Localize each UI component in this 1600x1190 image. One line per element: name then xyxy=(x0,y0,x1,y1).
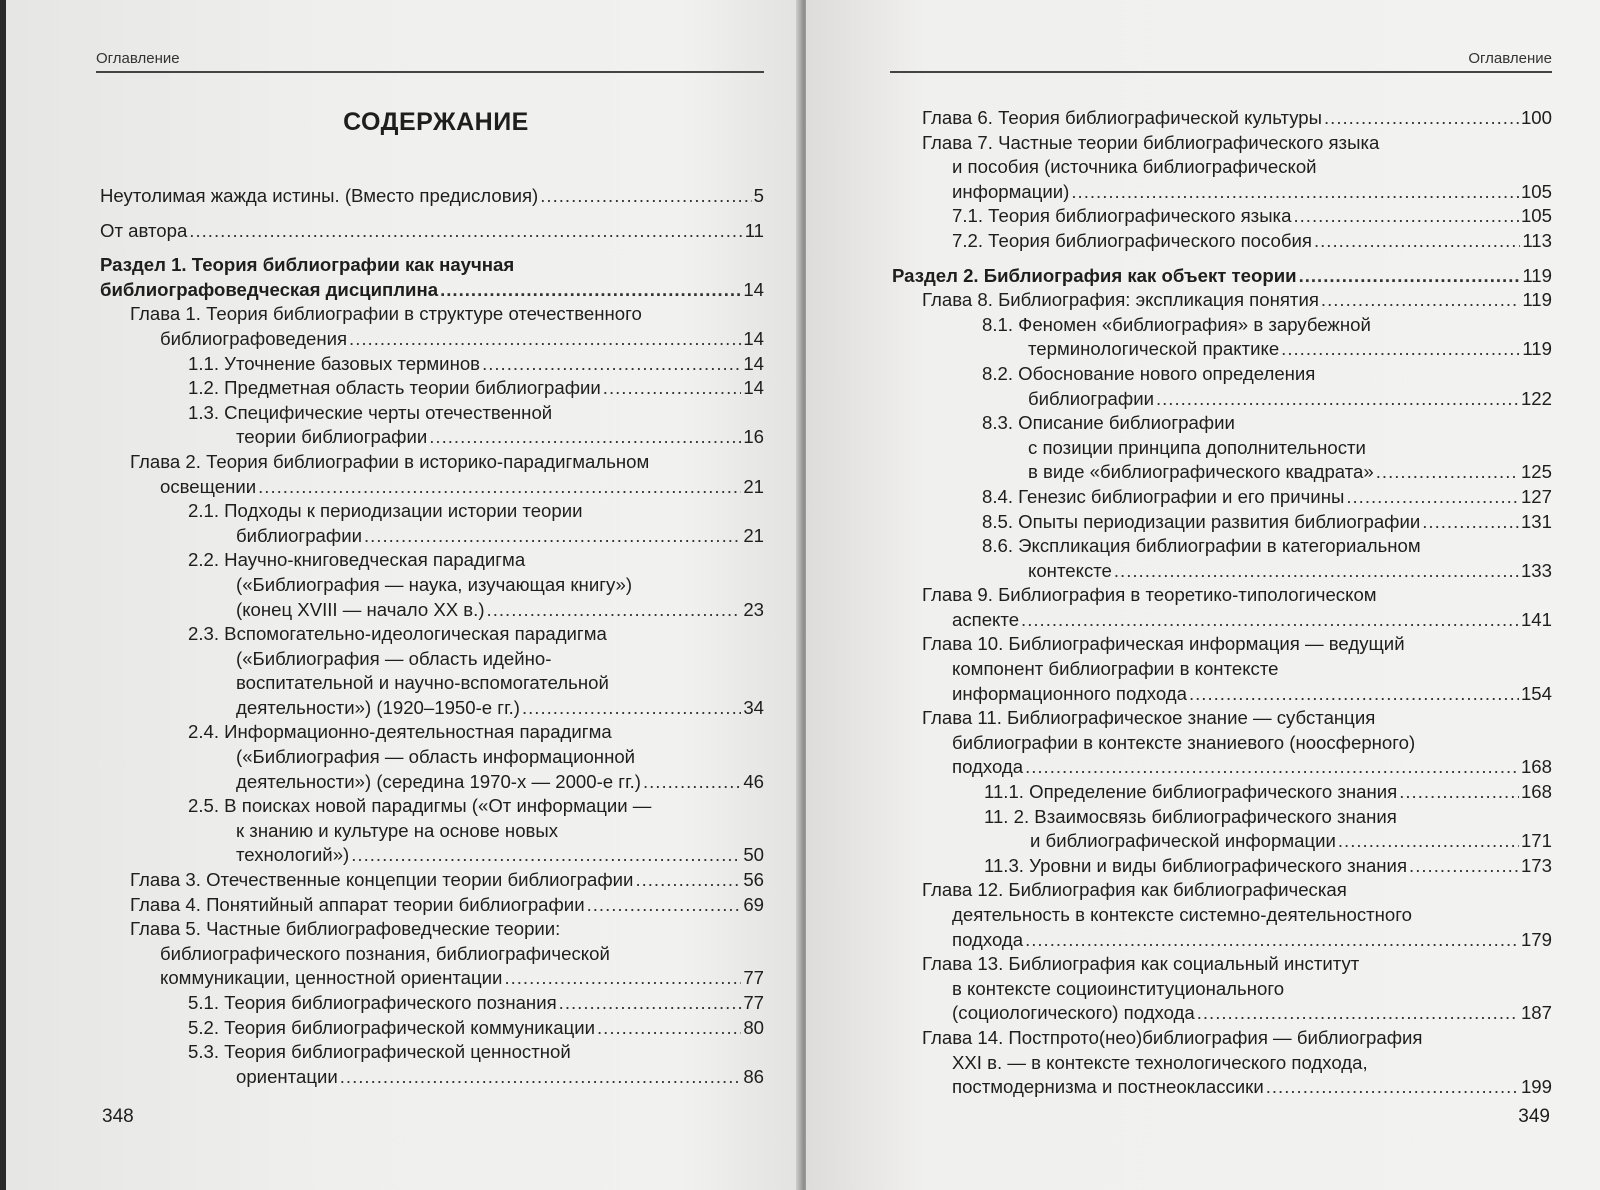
toc-entry-line: 8.6. Экспликация библиографии в категориальном xyxy=(982,535,1421,557)
toc-entry-line: с позиции принципа дополнительности xyxy=(1028,436,1366,458)
toc-entry xyxy=(892,510,1552,535)
toc-entry-line: 2.1. Подходы к периодизации истории теории xyxy=(188,500,583,522)
dot-leader xyxy=(635,868,741,893)
dot-leader xyxy=(487,598,742,623)
left-page xyxy=(6,0,802,1190)
table-of-contents xyxy=(892,106,1552,1100)
toc-page-number: 34 xyxy=(743,696,764,718)
toc-entry xyxy=(892,411,1552,485)
toc-page-number: 168 xyxy=(1520,756,1552,778)
toc-entry-title: 1.2. Предметная область теории библиографии xyxy=(188,377,601,399)
toc-entry xyxy=(100,622,764,720)
toc-page-number: 23 xyxy=(743,598,764,620)
toc-entry-title: 8.5. Опыты периодизации развития библиографии xyxy=(982,510,1421,532)
toc-entry-last-line xyxy=(952,229,1552,254)
toc-entry-line: к знанию и культуре на основе новых xyxy=(236,819,559,841)
toc-page-number: 141 xyxy=(1520,608,1552,630)
toc-entry-last-line xyxy=(952,204,1552,229)
toc-entry-line: («Библиография — область идейно- xyxy=(236,647,552,669)
dot-leader xyxy=(1409,854,1519,879)
toc-entry-last-line xyxy=(982,337,1552,362)
toc-entry-line: Глава 9. Библиография в теоретико-типологическом xyxy=(922,584,1377,606)
toc-page-number: 179 xyxy=(1520,928,1552,950)
toc-entry-line: деятельность в контексте системно-деятельностного xyxy=(952,904,1412,925)
toc-entry xyxy=(892,854,1552,879)
toc-entry xyxy=(100,868,764,893)
toc-entry-line: Глава 10. Библиографическая информация — ведущий xyxy=(922,633,1405,655)
dot-leader xyxy=(351,843,741,868)
toc-entry-line: Глава 11. Библиографическое знание — субстанция xyxy=(922,707,1376,729)
toc-entry xyxy=(100,302,764,351)
toc-entry-title: ориентации xyxy=(236,1065,338,1087)
dot-leader xyxy=(189,219,742,244)
toc-entry-line: Глава 12. Библиография как библиографическая xyxy=(922,879,1347,901)
running-header: Оглавление xyxy=(890,50,1552,73)
dot-leader xyxy=(1266,1075,1519,1100)
toc-entry-last-line xyxy=(130,327,764,352)
dot-leader xyxy=(1324,106,1519,131)
toc-entry-line: воспитательной и научно-вспомогательной xyxy=(236,672,609,694)
toc-entry-last-line xyxy=(188,524,764,549)
toc-entry-line: 2.5. В поисках новой парадигмы («От информации — xyxy=(188,795,652,817)
page-number: 348 xyxy=(102,1106,134,1127)
toc-entry-last-line xyxy=(922,928,1552,953)
toc-entry-line: («Библиография — наука, изучающая книгу») xyxy=(236,573,633,595)
toc-entry-title: в виде «библиографического квадрата» xyxy=(1028,461,1374,483)
toc-entry-last-line xyxy=(922,180,1552,205)
toc-page-number: 14 xyxy=(743,377,764,399)
toc-entry xyxy=(100,253,764,302)
toc-entry xyxy=(892,583,1552,632)
toc-entry-title: Глава 8. Библиография: экспликация понятия xyxy=(922,289,1319,311)
dot-leader xyxy=(1314,229,1520,254)
toc-entry-line: 8.2. Обоснование нового определения xyxy=(982,362,1316,384)
dot-leader xyxy=(340,1065,742,1090)
toc-entry-last-line xyxy=(130,868,764,893)
dot-leader xyxy=(1071,180,1519,205)
toc-entry xyxy=(100,794,764,868)
toc-page-number: 125 xyxy=(1520,461,1552,483)
toc-entry xyxy=(100,401,764,450)
toc-entry-line: Глава 13. Библиография как социальный институт xyxy=(922,953,1360,975)
toc-entry-title: 7.2. Теория библиографического пособия xyxy=(952,229,1312,251)
toc-entry-line: XXI в. — в контексте технологического подхода, xyxy=(952,1051,1368,1073)
toc-page-number: 187 xyxy=(1520,1002,1552,1024)
toc-entry xyxy=(892,878,1552,952)
dot-leader xyxy=(1281,337,1520,362)
toc-entry-last-line xyxy=(922,1075,1552,1100)
toc-page-number: 127 xyxy=(1520,485,1552,507)
toc-page-number: 14 xyxy=(743,327,764,349)
toc-entry-line: библиографического познания, библиографической xyxy=(160,942,610,964)
toc-entry xyxy=(892,706,1552,780)
toc-page-number: 77 xyxy=(743,967,764,989)
toc-entry-line: и пособия (источника библиографической xyxy=(952,156,1317,178)
toc-entry xyxy=(892,1026,1552,1100)
toc-entry xyxy=(892,288,1552,313)
toc-entry-last-line xyxy=(922,682,1552,707)
toc-entry-title: библиографоведческая дисциплина xyxy=(100,278,439,300)
toc-entry-title: 8.4. Генезис библиографии и его причины xyxy=(982,485,1345,507)
toc-entry-title: 1.1. Уточнение базовых терминов xyxy=(188,352,481,374)
toc-entry-last-line xyxy=(922,1001,1552,1026)
toc-entry-line: («Библиография — область информационной xyxy=(236,746,636,768)
running-header: Оглавление xyxy=(96,50,764,73)
toc-entry-title: 5.2. Теория библиографической коммуникации xyxy=(188,1016,595,1038)
toc-entry-title: (конец XVIII — начало XX в.) xyxy=(236,598,485,620)
toc-entry-title: 11.1. Определение библиографического знания xyxy=(984,781,1398,803)
toc-entry xyxy=(100,184,764,209)
toc-entry-last-line xyxy=(922,755,1552,780)
toc-entry xyxy=(100,917,764,991)
toc-entry-line: 1.3. Специфические черты отечественной xyxy=(188,401,553,423)
toc-page-number: 80 xyxy=(743,1016,764,1038)
toc-page-number: 122 xyxy=(1520,387,1552,409)
toc-entry-line: Глава 5. Частные библиографоведческие теории: xyxy=(130,918,561,940)
toc-entry-last-line xyxy=(922,106,1552,131)
table-of-contents xyxy=(100,184,764,1089)
toc-page-number: 105 xyxy=(1520,180,1552,202)
toc-entry-last-line xyxy=(100,184,764,209)
toc-entry-title: аспекте xyxy=(952,608,1020,630)
toc-entry xyxy=(892,632,1552,706)
toc-entry xyxy=(100,376,764,401)
toc-entry-title: Раздел 2. Библиография как объект теории xyxy=(892,264,1297,286)
toc-entry xyxy=(892,313,1552,362)
toc-entry-title: информации) xyxy=(952,180,1070,202)
toc-entry xyxy=(892,204,1552,229)
toc-entry-title: информационного подхода xyxy=(952,682,1187,704)
toc-entry xyxy=(892,106,1552,131)
toc-page-number: 168 xyxy=(1520,781,1552,803)
toc-entry-title: постмодернизма и постнеоклассики xyxy=(952,1076,1264,1098)
toc-entry-title: Неутолимая жажда истины. (Вместо предисловия) xyxy=(100,185,539,206)
toc-entry-title: контексте xyxy=(1028,559,1112,581)
dot-leader xyxy=(1399,780,1519,805)
toc-page-number: 119 xyxy=(1522,264,1552,286)
dot-leader xyxy=(522,696,741,721)
dot-leader xyxy=(643,770,741,795)
toc-entry-title: Глава 4. Понятийный аппарат теории библиографии xyxy=(130,893,585,915)
toc-entry xyxy=(100,499,764,548)
dot-leader xyxy=(1299,264,1521,289)
toc-entry-line: компонент библиографии в контексте xyxy=(952,658,1279,680)
toc-entry-last-line xyxy=(922,608,1552,633)
toc-entry-line: в контексте социоинституционального xyxy=(952,977,1285,999)
toc-page-number: 105 xyxy=(1520,205,1552,227)
toc-entry-last-line xyxy=(188,425,764,450)
toc-entry-line: 11. 2. Взаимосвязь библиографического знания xyxy=(984,805,1397,827)
toc-entry-title: 7.1. Теория библиографического языка xyxy=(952,205,1292,227)
toc-entry-last-line xyxy=(188,843,764,868)
dot-leader xyxy=(429,425,741,450)
toc-entry-last-line xyxy=(130,966,764,991)
right-page xyxy=(806,0,1600,1190)
dot-leader xyxy=(540,184,751,209)
toc-page-number: 5 xyxy=(753,185,764,206)
toc-entry-line: библиографии в контексте знаниевого (ноосферного) xyxy=(952,731,1416,753)
toc-entry xyxy=(892,952,1552,1026)
dot-leader xyxy=(1321,288,1520,313)
dot-leader xyxy=(1293,204,1519,229)
toc-entry-title: терминологической практике xyxy=(1028,338,1280,360)
toc-entry-title: (социологического) подхода xyxy=(952,1002,1195,1024)
toc-entry xyxy=(892,362,1552,411)
dot-leader xyxy=(364,524,741,549)
dot-leader xyxy=(1025,928,1519,953)
toc-entry-title: библиографии xyxy=(1028,387,1154,409)
toc-entry-line: 2.2. Научно-книговедческая парадигма xyxy=(188,549,526,571)
toc-entry-title: От автора xyxy=(100,219,188,241)
toc-entry xyxy=(100,991,764,1016)
toc-entry-last-line xyxy=(100,219,764,244)
dot-leader xyxy=(1346,485,1519,510)
toc-entry-last-line xyxy=(188,1016,764,1041)
dot-leader xyxy=(1197,1001,1519,1026)
toc-entry-line: Глава 2. Теория библиографии в историко-парадигмальном xyxy=(130,450,650,472)
toc-page-number: 171 xyxy=(1520,830,1552,852)
toc-entry-last-line xyxy=(130,893,764,918)
toc-entry-last-line xyxy=(982,559,1552,584)
toc-entry-last-line xyxy=(984,854,1552,879)
toc-entry xyxy=(100,720,764,794)
toc-entry xyxy=(892,485,1552,510)
toc-entry-line: Глава 7. Частные теории библиографического языка xyxy=(922,131,1380,153)
toc-entry-title: 11.3. Уровни и виды библиографического знания xyxy=(984,854,1408,876)
toc-entry-last-line xyxy=(982,510,1552,535)
toc-entry-last-line xyxy=(188,1065,764,1090)
toc-entry-line: Глава 14. Постпрото(нео)библиография — библиография xyxy=(922,1026,1423,1048)
toc-entry-title: деятельности») (середина 1970-х — 2000-е гг.) xyxy=(236,770,641,792)
toc-entry-last-line xyxy=(130,475,764,500)
toc-entry-last-line xyxy=(982,387,1552,412)
toc-entry-title: теории библиографии xyxy=(236,426,428,448)
dot-leader xyxy=(1021,608,1519,633)
toc-entry-last-line xyxy=(188,696,764,721)
toc-page-number: 21 xyxy=(743,475,764,497)
toc-entry xyxy=(100,352,764,377)
dot-leader xyxy=(1025,755,1519,780)
toc-entry xyxy=(892,780,1552,805)
toc-entry-title: подхода xyxy=(952,928,1024,950)
dot-leader xyxy=(1376,460,1519,485)
toc-page-number: 131 xyxy=(1520,510,1552,532)
dot-leader xyxy=(1338,829,1519,854)
dot-leader xyxy=(504,966,741,991)
toc-entry xyxy=(892,131,1552,205)
toc-entry-line: 5.3. Теория библиографической ценностной xyxy=(188,1041,571,1063)
toc-entry-last-line xyxy=(100,278,764,303)
toc-entry-title: технологий») xyxy=(236,844,350,866)
toc-entry xyxy=(100,893,764,918)
toc-page-number: 113 xyxy=(1522,229,1552,251)
toc-page-number: 77 xyxy=(743,992,764,1013)
toc-page-number: 11 xyxy=(744,219,764,241)
toc-entry-last-line xyxy=(188,991,764,1016)
dot-leader xyxy=(559,991,742,1016)
toc-entry-title: освещении xyxy=(160,475,257,497)
toc-page-number: 16 xyxy=(743,426,764,448)
toc-entry-last-line xyxy=(984,829,1552,854)
toc-entry-last-line xyxy=(982,460,1552,485)
toc-entry-title: подхода xyxy=(952,756,1024,778)
toc-entry xyxy=(892,805,1552,854)
toc-entry-last-line xyxy=(984,780,1552,805)
toc-entry-title: коммуникации, ценностной ориентации xyxy=(160,967,503,989)
toc-entry-title: Глава 6. Теория библиографической культуры xyxy=(922,107,1322,128)
toc-entry xyxy=(100,450,764,499)
toc-page-number: 199 xyxy=(1520,1076,1552,1098)
toc-page-number: 100 xyxy=(1520,107,1552,128)
toc-entry-last-line xyxy=(188,770,764,795)
toc-page-number: 173 xyxy=(1520,854,1552,876)
toc-entry-line: Глава 1. Теория библиографии в структуре отечественного xyxy=(130,303,642,325)
toc-entry-title: 5.1. Теория библиографического познания xyxy=(188,992,557,1013)
toc-entry xyxy=(892,229,1552,254)
toc-page-number: 133 xyxy=(1520,559,1552,581)
toc-page-number: 14 xyxy=(743,278,764,300)
toc-entry xyxy=(100,1040,764,1089)
toc-page-number: 86 xyxy=(743,1065,764,1087)
toc-page-number: 119 xyxy=(1522,289,1552,311)
toc-entry-title: библиографии xyxy=(236,524,362,546)
dot-leader xyxy=(1422,510,1519,535)
toc-entry-title: и библиографической информации xyxy=(1030,830,1336,852)
toc-entry-last-line xyxy=(892,264,1552,289)
dot-leader xyxy=(597,1016,741,1041)
toc-entry-line: 2.4. Информационно-деятельностная парадигма xyxy=(188,721,612,743)
dot-leader xyxy=(1114,559,1519,584)
toc-page-number: 119 xyxy=(1522,338,1552,360)
toc-entry xyxy=(892,534,1552,583)
page-number: 349 xyxy=(1518,1106,1550,1127)
toc-entry xyxy=(100,548,764,622)
toc-entry-line: 2.3. Вспомогательно-идеологическая парадигма xyxy=(188,623,607,645)
toc-page-number: 14 xyxy=(743,352,764,374)
toc-page-number: 154 xyxy=(1520,682,1552,704)
dot-leader xyxy=(1189,682,1519,707)
toc-entry-line: Раздел 1. Теория библиографии как научная xyxy=(100,254,515,276)
toc-page-number: 46 xyxy=(743,770,764,792)
toc-entry-line: 8.3. Описание библиографии xyxy=(982,412,1235,434)
dot-leader xyxy=(603,376,742,401)
page-title: СОДЕРЖАНИЕ xyxy=(343,108,529,136)
toc-entry-last-line xyxy=(188,598,764,623)
toc-page-number: 21 xyxy=(743,524,764,546)
toc-entry-last-line xyxy=(188,376,764,401)
dot-leader xyxy=(482,352,741,377)
dot-leader xyxy=(349,327,741,352)
toc-entry xyxy=(100,1016,764,1041)
toc-entry-last-line xyxy=(982,485,1552,510)
toc-entry xyxy=(892,264,1552,289)
toc-entry-last-line xyxy=(922,288,1552,313)
dot-leader xyxy=(1156,387,1519,412)
dot-leader xyxy=(587,893,742,918)
toc-page-number: 50 xyxy=(743,844,764,866)
toc-entry-last-line xyxy=(188,352,764,377)
toc-page-number: 56 xyxy=(743,869,764,891)
toc-entry xyxy=(100,219,764,244)
toc-entry-title: деятельности») (1920–1950-е гг.) xyxy=(236,696,520,718)
toc-entry-title: Глава 3. Отечественные концепции теории библиографии xyxy=(130,869,634,891)
toc-entry-title: библиографоведения xyxy=(160,327,348,349)
toc-entry-line: 8.1. Феномен «библиография» в зарубежной xyxy=(982,313,1371,335)
toc-page-number: 69 xyxy=(743,893,764,915)
dot-leader xyxy=(258,475,741,500)
dot-leader xyxy=(440,278,741,303)
